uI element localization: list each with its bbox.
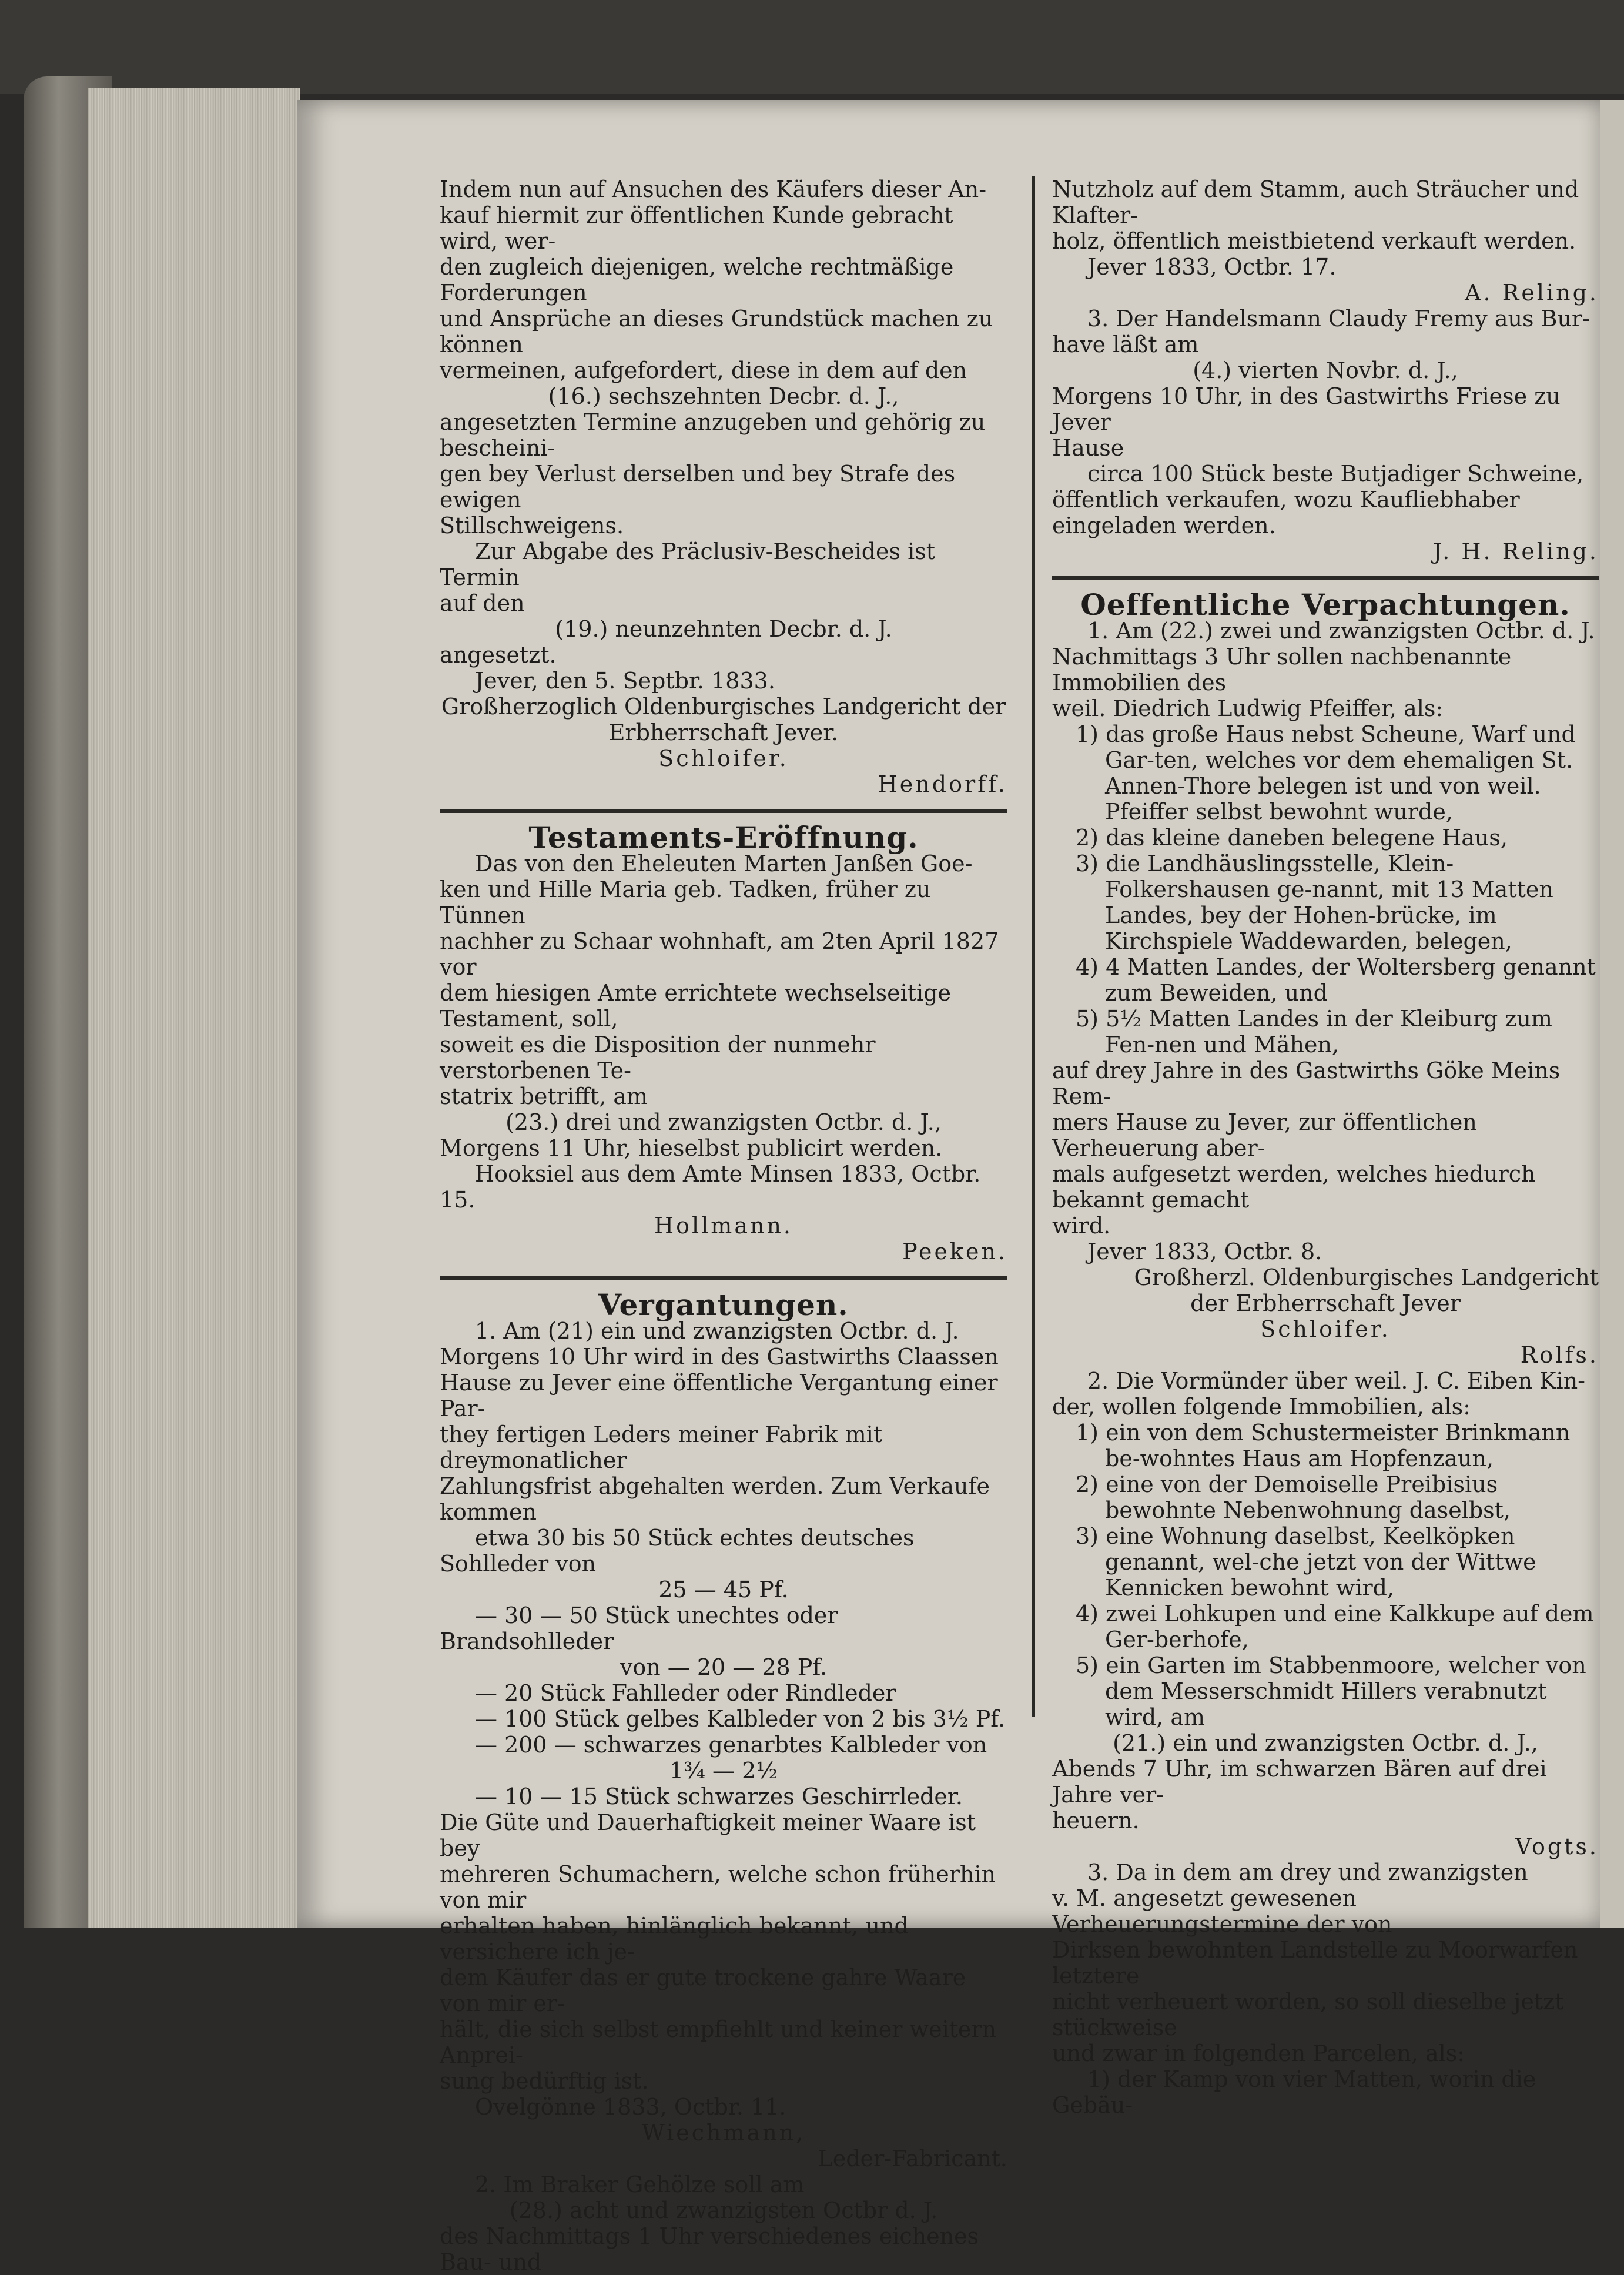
book-top-edge	[0, 0, 1624, 94]
text-line: — 20 Stück Fahlleder oder Rindleder	[475, 1680, 896, 1706]
date-line: (16.) sechszehnten Decbr. d. J.,	[548, 383, 899, 409]
place-date: Jever 1833, Octbr. 17.	[1087, 254, 1337, 280]
right-column	[1052, 176, 1599, 2118]
text-line: v. M. angesetzt gewesenen Verheuerungstermine der von	[1052, 1885, 1392, 1937]
place-date: Ovelgönne 1833, Octbr. 11.	[475, 2094, 786, 2120]
text-line: 1¾ — 2½	[669, 1758, 778, 1784]
notice-continuation	[440, 176, 1007, 797]
testament-section	[440, 820, 1007, 1264]
verpachtungen-section	[1052, 587, 1599, 2118]
text-line: hält, die sich selbst empfiehlt und keiner weitern Anprei-	[440, 2016, 997, 2068]
text-line: vermeinen, aufgefordert, diese in dem auf den	[440, 357, 967, 383]
section-rule	[440, 809, 1007, 813]
text-line: Zur Abgabe des Präclusiv-Bescheides ist Termin	[440, 538, 936, 590]
text-line: 1) der Kamp von vier Matten, worin die Gebäu-	[1052, 2066, 1536, 2118]
vergantungen-section	[440, 1287, 1007, 2275]
date-line: (23.) drei und zwanzigsten Octbr. d. J.,	[505, 1109, 942, 1135]
text-line: erhalten haben, hinlänglich bekannt, und versichere ich je-	[440, 1913, 909, 1965]
text-line: Stillschweigens.	[440, 513, 624, 538]
page-edges	[88, 88, 300, 1928]
text-line: des Nachmittags 1 Uhr verschiedenes eichenes Bau- und	[440, 2223, 979, 2275]
text-line: heuern.	[1052, 1808, 1140, 1834]
text-line: 3. Der Handelsmann Claudy Fremy aus Bur-	[1087, 306, 1590, 332]
text-line: dem hiesigen Amte errichtete wechselseitige Testament, soll,	[440, 980, 951, 1032]
text-line: have läßt am	[1052, 332, 1199, 357]
signature: Hendorff.	[878, 771, 1007, 797]
text-line: der, wollen folgende Immobilien, als:	[1052, 1394, 1471, 1420]
signature: A. Reling.	[1465, 280, 1599, 306]
text-line: dem Käufer das er gute trockene gahre Waare von mir er-	[440, 1965, 966, 2016]
text-line: 2. Die Vormünder über weil. J. C. Eiben Kin-	[1087, 1368, 1586, 1394]
list-item: 2) eine von der Demoiselle Preibisius bewohnte Nebenwohnung daselbst,	[1076, 1471, 1511, 1523]
text-line: angesetzt.	[440, 642, 557, 668]
text-line: und zwar in folgenden Parcelen, als:	[1052, 2040, 1465, 2066]
signature: Leder-Fabricant.	[818, 2146, 1007, 2172]
text-line: Morgens 11 Uhr, hieselbst publicirt werden.	[440, 1135, 943, 1161]
list-item: 3) eine Wohnung daselbst, Keelköpken genannt, wel-che jetzt von der Wittwe Kennicken bewohnt wird,	[1076, 1523, 1536, 1601]
text-line: Indem nun auf Ansuchen des Käufers dieser An-	[440, 176, 987, 202]
text-line: wird.	[1052, 1213, 1111, 1239]
court-line: Großherzoglich Oldenburgisches Landgericht der	[441, 694, 1006, 720]
column-divider	[1032, 176, 1035, 1717]
text-line: mals aufgesetzt werden, welches hiedurch bekannt gemacht	[1052, 1161, 1536, 1213]
signature: Vogts.	[1515, 1834, 1599, 1859]
list-item: 5) 5½ Matten Landes in der Kleiburg zum Fen-nen und Mähen,	[1076, 1006, 1552, 1058]
list-item: 4) 4 Matten Landes, der Woltersberg genannt zum Beweiden, und	[1076, 954, 1596, 1006]
court-line: Erbherrschaft Jever.	[608, 720, 839, 745]
text-line: angesetzten Termine anzugeben und gehörig zu bescheini-	[440, 409, 986, 461]
text-line: mers Hause zu Jever, zur öffentlichen Verheuerung aber-	[1052, 1109, 1477, 1161]
text-line: öffentlich verkaufen, wozu Kaufliebhaber eingeladen werden.	[1052, 487, 1520, 538]
text-line: kauf hiermit zur öffentlichen Kunde gebracht wird, wer-	[440, 202, 953, 254]
text-line: Die Güte und Dauerhaftigkeit meiner Waare ist bey	[440, 1809, 976, 1861]
list-item: 2) das kleine daneben belegene Haus,	[1076, 825, 1508, 851]
place-date: Hooksiel aus dem Amte Minsen 1833, Octbr. 15.	[440, 1161, 981, 1213]
signature: Wiechmann,	[641, 2120, 806, 2146]
place-date: Jever, den 5. Septbr. 1833.	[475, 668, 775, 694]
text-line: Das von den Eheleuten Marten Janßen Goe-	[475, 851, 973, 876]
text-line: 3. Da in dem am drey und zwanzigsten	[1087, 1859, 1528, 1885]
court-name: Schloifer.	[1260, 1316, 1391, 1342]
property-list	[1052, 721, 1599, 1058]
court-name: Schloifer.	[658, 745, 789, 771]
text-line: — 30 — 50 Stück unechtes oder Brandsohlleder	[440, 1602, 838, 1654]
text-line: soweit es die Disposition der nunmehr verstorbenen Te-	[440, 1032, 876, 1083]
text-line: Nachmittags 3 Uhr sollen nachbenannte Immobilien des	[1052, 644, 1512, 695]
next-page-edge	[1600, 100, 1624, 1928]
signature: Hollmann.	[654, 1213, 793, 1239]
list-item: 3) die Landhäuslingsstelle, Klein-Folkershausen ge-nannt, mit 13 Matten Landes, bey der Hohen-brücke, im Kirchspiele Waddewarden, belegen,	[1076, 851, 1553, 954]
date-line: (28.) acht und zwanzigsten Octbr d. J.	[509, 2197, 938, 2223]
text-line: und Ansprüche an dieses Grundstück machen zu können	[440, 306, 993, 357]
vergantungen-continuation	[1052, 176, 1599, 564]
signature: Rolfs.	[1520, 1342, 1599, 1368]
signature: J. H. Reling.	[1432, 538, 1599, 564]
text-line: Dirksen bewohnten Landstelle zu Moorwarfen letztere	[1052, 1937, 1578, 1989]
court-line: der Erbherrschaft Jever	[1190, 1290, 1461, 1316]
text-line: ken und Hille Maria geb. Tadken, früher zu Tünnen	[440, 876, 931, 928]
date-line: (19.) neunzehnten Decbr. d. J.	[555, 616, 892, 642]
text-line: nachher zu Schaar wohnhaft, am 2ten April 1827 vor	[440, 928, 999, 980]
text-line: they fertigen Leders meiner Fabrik mit dreymonatlicher	[440, 1421, 883, 1473]
text-line: nicht verheuert worden, so soll dieselbe jetzt stückweise	[1052, 1989, 1564, 2040]
text-line: weil. Diedrich Ludwig Pfeiffer, als:	[1052, 695, 1444, 721]
section-rule	[1052, 576, 1599, 580]
section-heading: Testaments-Eröffnung.	[528, 820, 919, 855]
list-item: 5) ein Garten im Stabbenmoore, welcher von dem Messerschmidt Hillers verabnutzt wird, am	[1076, 1652, 1586, 1730]
signature: Peeken.	[902, 1239, 1007, 1264]
left-column	[440, 176, 1007, 2275]
text-line: statrix betrifft, am	[440, 1083, 648, 1109]
text-line: auf drey Jahre in des Gastwirths Göke Meins Rem-	[1052, 1058, 1561, 1109]
section-heading: Vergantungen.	[598, 1287, 849, 1322]
place-date: Jever 1833, Octbr. 8.	[1087, 1239, 1322, 1264]
text-line: 1. Am (21) ein und zwanzigsten Octbr. d. J.	[475, 1318, 959, 1344]
text-line: — 10 — 15 Stück schwarzes Geschirrleder.	[475, 1784, 963, 1809]
text-line: auf den	[440, 590, 525, 616]
text-line: Abends 7 Uhr, im schwarzen Bären auf drei Jahre ver-	[1052, 1756, 1547, 1808]
text-line: Hause zu Jever eine öffentliche Vergantung einer Par-	[440, 1370, 998, 1421]
text-line: von — 20 — 28 Pf.	[620, 1654, 828, 1680]
list-item: 4) zwei Lohkupen und eine Kalkkupe auf dem Ger-berhofe,	[1076, 1601, 1594, 1652]
text-line: circa 100 Stück beste Butjadiger Schweine,	[1087, 461, 1584, 487]
section-rule	[440, 1276, 1007, 1280]
date-line: (21.) ein und zwanzigsten Octbr. d. J.,	[1113, 1730, 1538, 1756]
text-line: holz, öffentlich meistbietend verkauft werden.	[1052, 228, 1576, 254]
text-line: Hause	[1052, 435, 1124, 461]
text-line: Morgens 10 Uhr, in des Gastwirths Friese zu Jever	[1052, 383, 1561, 435]
court-line: Großherzl. Oldenburgisches Landgericht	[1134, 1264, 1599, 1290]
text-line: 1. Am (22.) zwei und zwanzigsten Octbr. d. J.	[1087, 618, 1595, 644]
list-item: 1) das große Haus nebst Scheune, Warf und Gar-ten, welches vor dem ehemaligen St. Annen-Thore belegen ist und von weil. Pfeiffer selbst bewohnt wurde,	[1076, 721, 1576, 825]
text-line: mehreren Schumachern, welche schon früherhin von mir	[440, 1861, 996, 1913]
text-line: — 200 — schwarzes genarbtes Kalbleder von	[475, 1732, 987, 1758]
text-line: — 100 Stück gelbes Kalbleder von 2 bis 3½ Pf.	[475, 1706, 1006, 1732]
text-line: 2. Im Braker Gehölze soll am	[475, 2172, 805, 2197]
text-line: etwa 30 bis 50 Stück echtes deutsches Sohlleder von	[440, 1525, 915, 1577]
text-line: 25 — 45 Pf.	[658, 1577, 789, 1602]
text-line: Nutzholz auf dem Stamm, auch Sträucher und Klafter-	[1052, 176, 1579, 228]
text-line: sung bedürftig ist.	[440, 2068, 649, 2094]
text-line: den zugleich diejenigen, welche rechtmäßige Forderungen	[440, 254, 954, 306]
text-line: gen bey Verlust derselben und bey Strafe des ewigen	[440, 461, 956, 513]
section-heading: Oeffentliche Verpachtungen.	[1080, 587, 1571, 622]
date-line: (4.) vierten Novbr. d. J.,	[1193, 357, 1458, 383]
text-line: Morgens 10 Uhr wird in des Gastwirths Claassen	[440, 1344, 999, 1370]
list-item: 1) ein von dem Schustermeister Brinkmann be-wohntes Haus am Hopfenzaun,	[1076, 1420, 1571, 1471]
property-list	[1052, 1420, 1599, 1730]
text-line: Zahlungsfrist abgehalten werden. Zum Verkaufe kommen	[440, 1473, 990, 1525]
